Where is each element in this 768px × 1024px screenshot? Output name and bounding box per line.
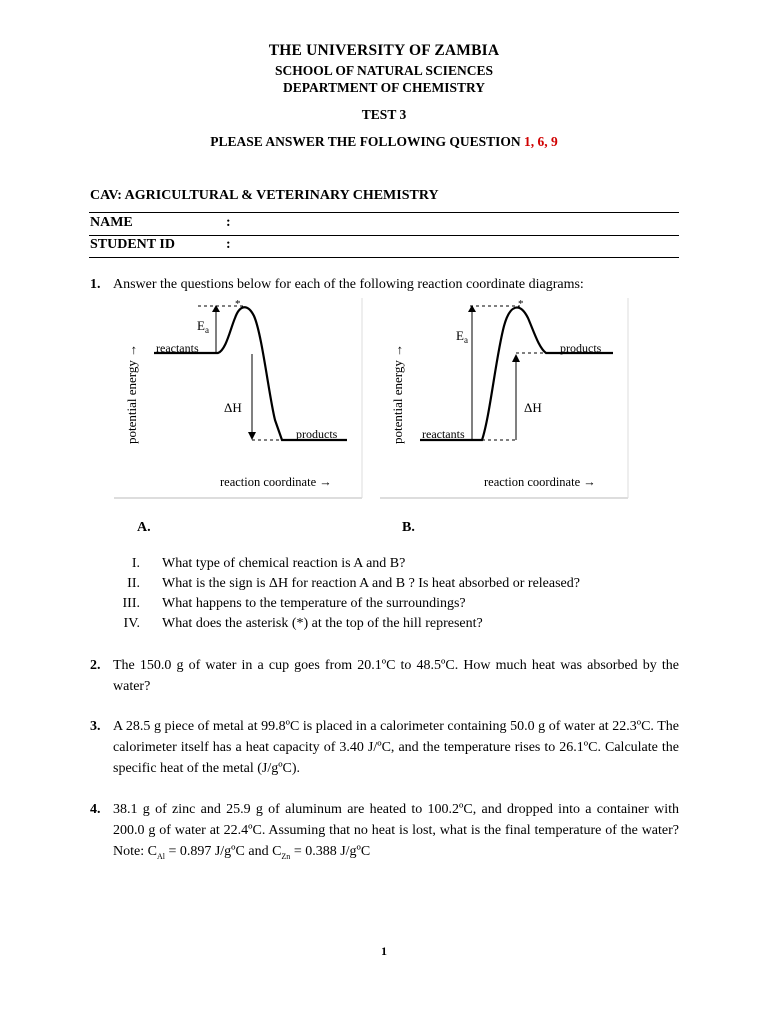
sub-question: What happens to the temperature of the surroundings? — [162, 596, 466, 611]
q1-text: Answer the questions below for each of the following reaction coordinate diagrams: — [113, 277, 584, 292]
course-title: CAV: AGRICULTURAL & VETERINARY CHEMISTRY — [90, 188, 439, 203]
reactants-label: reactants — [156, 341, 199, 355]
divider — [89, 257, 679, 258]
q2-text: The 150.0 g of water in a cup goes from 20.1ºC to 48.5ºC. How much heat was absorbed by the water? — [113, 658, 679, 694]
products-label: products — [296, 427, 338, 441]
q3-text: A 28.5 g piece of metal at 99.8ºC is placed in a calorimeter containing 50.0 g of water at 22.3ºC. The calorimeter itself has a heat capacity of 3.40 J/ºC, and the temperature rises to 26.1ºC. Calculate the specific heat of the metal (J/gºC). — [113, 719, 679, 776]
q2-number: 2. — [90, 658, 101, 673]
ea-label: $E_a$ — [456, 328, 468, 345]
name-label: NAME — [90, 215, 133, 230]
sub-number: I. — [131, 556, 140, 571]
sub-question: What type of chemical reaction is A and B? — [162, 556, 406, 571]
diagram-a — [112, 296, 366, 502]
divider — [89, 235, 679, 236]
asterisk: * — [518, 298, 524, 310]
y-axis-label: potential energy → — [390, 343, 405, 444]
energy-curve — [154, 307, 347, 440]
university-title: THE UNIVERSITY OF ZAMBIA — [268, 42, 500, 59]
sub-number: III. — [122, 596, 140, 611]
test-title: TEST 3 — [361, 107, 407, 122]
q4-text: 38.1 g of zinc and 25.9 g of aluminum are heated to 100.2ºC, and dropped into a container with 200.0 g of water at 22.4ºC. Assuming that no heat is lost, what is the final temperature of the water? Note: $C_{Al} = 0.897$ J/gºC and $C_{Zn} = 0.388$ J/gºC — [113, 802, 679, 861]
reactants-label: reactants — [422, 427, 465, 441]
q4-number: 4. — [90, 802, 101, 817]
ea-label: $E_a$ — [197, 318, 209, 335]
name-colon[interactable]: : — [226, 215, 231, 230]
divider — [89, 212, 679, 213]
page-number: 1 — [381, 944, 387, 958]
instruction-numbers: 1, 6, 9 — [523, 134, 558, 149]
sub-number: II. — [127, 576, 140, 591]
caption-b: B. — [402, 520, 415, 535]
sub-question: What is the sign is ΔH for reaction A and B ? Is heat absorbed or released? — [162, 576, 580, 591]
instruction-text: PLEASE ANSWER THE FOLLOWING QUESTION — [210, 134, 524, 149]
student-id-label: STUDENT ID — [90, 237, 175, 252]
caption-a: A. — [137, 520, 151, 535]
dh-label: ΔH — [224, 400, 242, 415]
department-title: DEPARTMENT OF CHEMISTRY — [282, 80, 486, 95]
school-title: SCHOOL OF NATURAL SCIENCES — [275, 63, 493, 78]
sub-question: What does the asterisk (*) at the top of the hill represent? — [162, 616, 483, 631]
x-axis-label: reaction coordinate → — [220, 475, 332, 489]
student-id-colon[interactable]: : — [226, 237, 231, 252]
dh-label: ΔH — [524, 400, 542, 415]
sub-number: IV. — [123, 616, 140, 631]
products-label: products — [560, 341, 602, 355]
asterisk: * — [235, 298, 241, 310]
x-axis-label: reaction coordinate → — [484, 475, 596, 489]
q1-number: 1. — [90, 277, 101, 292]
diagram-b — [378, 296, 632, 502]
q3-number: 3. — [90, 719, 101, 734]
y-axis-label: potential energy → — [124, 343, 139, 444]
instruction — [0, 134, 768, 150]
